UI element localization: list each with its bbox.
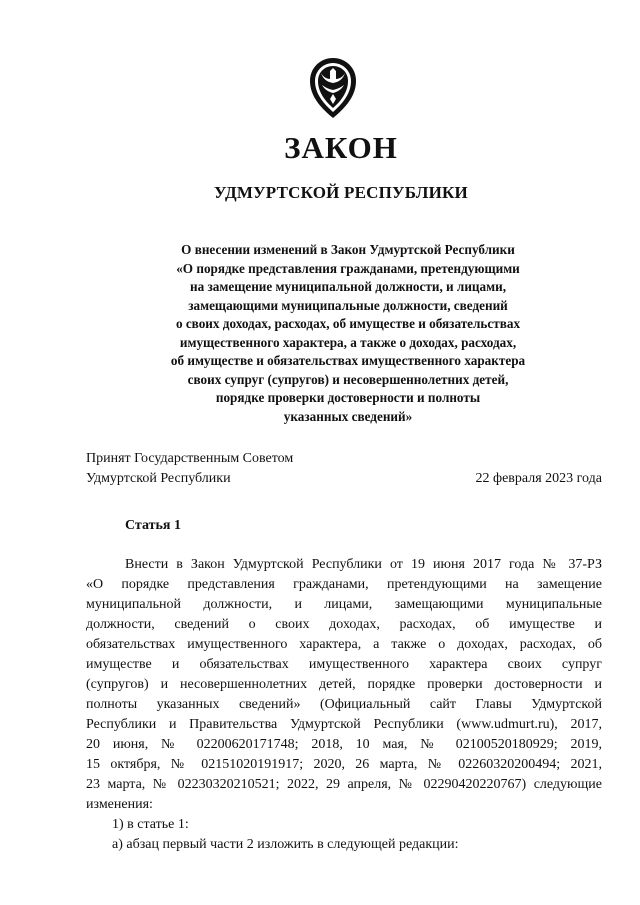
body-line: (супругов) и несовершеннолетних детей, порядке проверки достоверности и: [86, 677, 602, 692]
law-title-line: о своих доходах, расходах, об имуществе и обязательствах: [175, 316, 521, 331]
adopted-by-line: Принят Государственным Советом: [86, 451, 294, 466]
body-line: обязательствах имущественного характера, а также о доходах, расходах, об: [86, 637, 602, 652]
adopted-by-line: Удмуртской Республики: [86, 471, 231, 486]
law-title-line: О внесении изменений в Закон Удмуртской Республики: [181, 242, 515, 257]
body-line: полноты указанных сведений» (Официальный сайт Главы Удмуртской: [86, 697, 602, 712]
body-line: должности, сведений о своих доходах, расходах, об имуществе и: [86, 617, 602, 632]
law-title-line: имущественного характера, а также о доходах, расходах,: [179, 334, 517, 350]
body-line: имуществе и обязательствах имущественного характера своих супруг: [86, 657, 602, 672]
list-item: 1) в статье 1:: [112, 817, 189, 832]
law-title-line: об имуществе и обязательствах имущественного характера: [170, 353, 526, 368]
law-title-line: «О порядке представления гражданами, претендующими: [176, 260, 520, 276]
article-heading: Статья 1: [125, 518, 181, 533]
article-body: [86, 555, 602, 855]
body-line: 15 октября, № 02151020191917; 2020, 26 марта, № 02260320200494; 2021,: [86, 757, 602, 772]
law-title: [122, 241, 574, 426]
body-line: 23 марта, № 02230320210521; 2022, 29 апреля, № 02290420220767) следующие: [86, 777, 602, 792]
body-line: 20 июня, № 02200620171748; 2018, 10 мая, № 02100520180929; 2019,: [86, 737, 602, 752]
udmurt-emblem-icon: [308, 57, 358, 119]
adoption-date: 22 февраля 2023 года: [475, 471, 602, 486]
law-title-line: своих супруг (супругов) и несовершеннолетних детей,: [187, 371, 509, 387]
body-line: муниципальной должности, и лицами, замещающими муниципальные: [86, 597, 602, 612]
law-title-line: порядке проверки достоверности и полноты: [215, 390, 481, 405]
body-line: Внести в Закон Удмуртской Республики от 19 июня 2017 года № 37-РЗ: [125, 557, 602, 572]
adoption-block: [86, 449, 602, 489]
law-title-line: указанных сведений»: [283, 408, 413, 424]
law-title-line: замещающими муниципальные должности, сведений: [188, 297, 508, 313]
document-title: ЗАКОН: [284, 130, 398, 165]
list-item: а) абзац первый части 2 изложить в следующей редакции:: [112, 837, 459, 852]
body-line: изменения:: [86, 797, 153, 812]
body-line: «О порядке представления гражданами, претендующими на замещение: [86, 577, 602, 592]
document-subtitle: УДМУРТСКОЙ РЕСПУБЛИКИ: [214, 183, 468, 202]
body-line: Республики и Правительства Удмуртской Республики (www.udmurt.ru), 2017,: [86, 717, 602, 732]
law-title-line: на замещение муниципальной должности, и лицами,: [189, 279, 507, 294]
